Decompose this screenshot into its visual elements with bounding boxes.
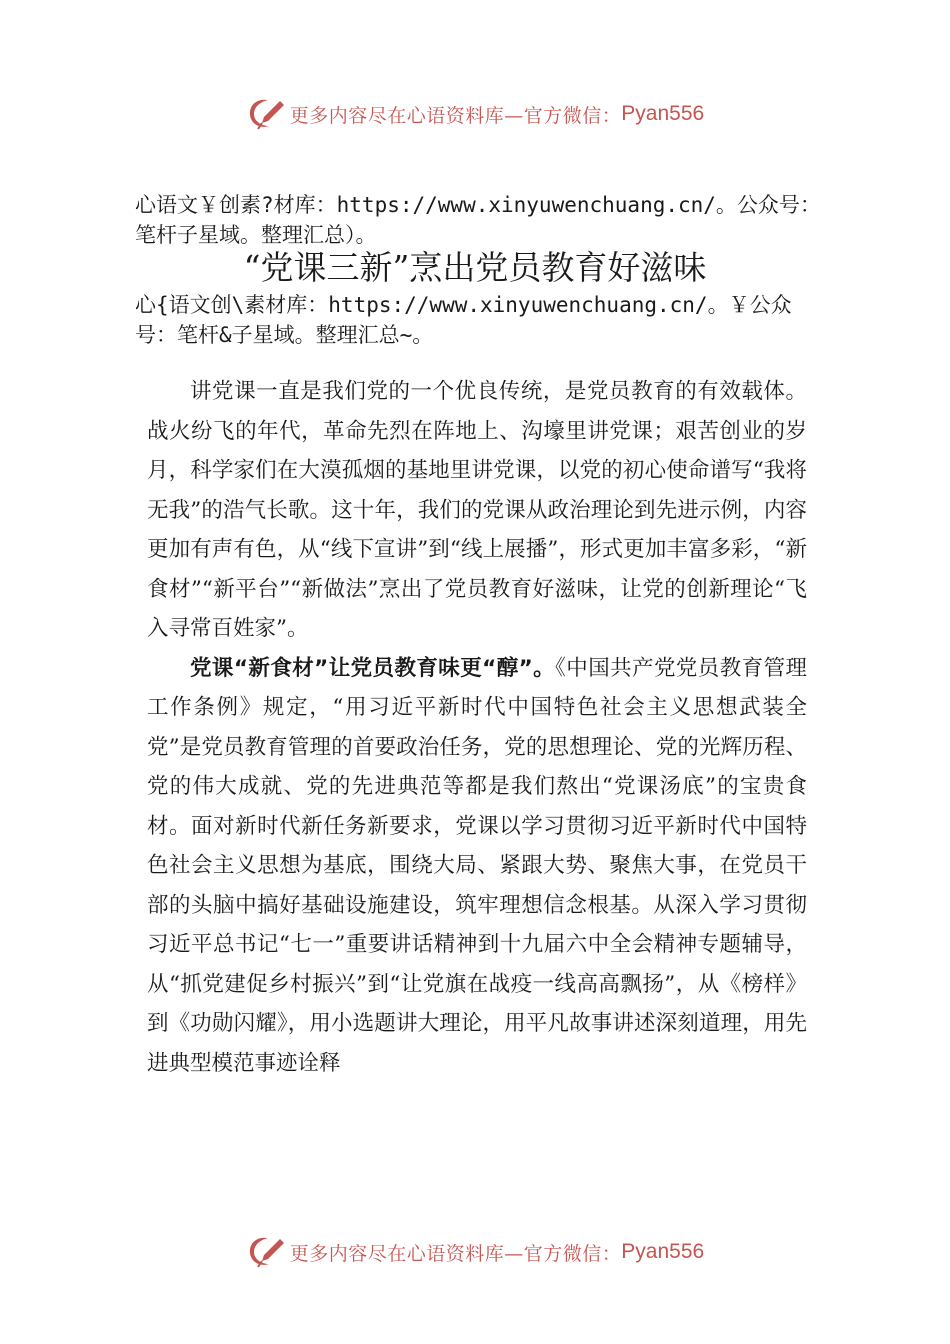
footer-banner: [0, 1232, 950, 1272]
paragraph-new-ingredients: [147, 649, 807, 1084]
banner-account: Pyan556: [621, 102, 705, 125]
source-note-top: 心语文￥创素?材库：https://www.xinyuwenchuang.cn/。公众号：笔杆子星域。整理汇总）。: [135, 193, 821, 247]
paragraph-text: 讲党课一直是我们党的一个优良传统，是党员教育的有效载体。战火纷飞的年代，革命先烈在阵地上、沟壕里讲党课；艰苦创业的岁月，科学家们在大漠孤烟的基地里讲党课，以党的初心使命谱写“我将无我”的浩气长歌。这十年，我们的党课从政治理论到先进示例，内容更加有声有色，从“线下宣讲”到“线上展播”，形式更加丰富多彩，“新食材”“新平台”“新做法”烹出了党员教育好滋味，让党的创新理论“飞入寻常百姓家”。: [147, 379, 807, 641]
article-body: [147, 372, 807, 1083]
paragraph-text: 《中国共产党党员教育管理工作条例》规定，“用习近平新时代中国特色社会主义思想武装全党”是党员教育管理的首要政治任务，党的思想理论、党的光辉历程、党的伟大成就、党的先进典范等都是我们熬出“党课汤底”的宝贵食材。面对新时代新任务新要求，党课以学习贯彻习近平新时代中国特色社会主义思想为基底，围绕大局、紧跟大势、聚焦大事，在党员干部的头脑中搞好基础设施建设，筑牢理想信念根基。从深入学习贯彻习近平总书记“七一”重要讲话精神到十九届六中全会精神专题辅导，从“抓党建促乡村振兴”到“让党旗在战疫一线高高飘扬”，从《榜样》到《功勋闪耀》，用小选题讲大理论，用平凡故事讲述深刻道理，用先进典型模范事迹诠释: [147, 655, 808, 1076]
pen-logo-icon: [246, 96, 286, 132]
source-note-bottom: 心{语文创\素材库：https://www.xinyuwenchuang.cn/。￥公众号：笔杆&子星域。整理汇总~。: [135, 293, 792, 347]
banner-text: 更多内容尽在心语资料库—官方微信：: [289, 104, 622, 127]
paragraph-lead-heading: 党课“新食材”让党员教育味更“醇”。: [190, 655, 556, 681]
pen-logo-icon: [246, 1234, 286, 1270]
banner-account: Pyan556: [621, 1240, 705, 1263]
header-banner: [0, 94, 950, 134]
paragraph-intro: [147, 372, 807, 649]
article-title: “党课三新”烹出党员教育好滋味: [243, 248, 707, 287]
banner-text: 更多内容尽在心语资料库—官方微信：: [289, 1242, 622, 1265]
